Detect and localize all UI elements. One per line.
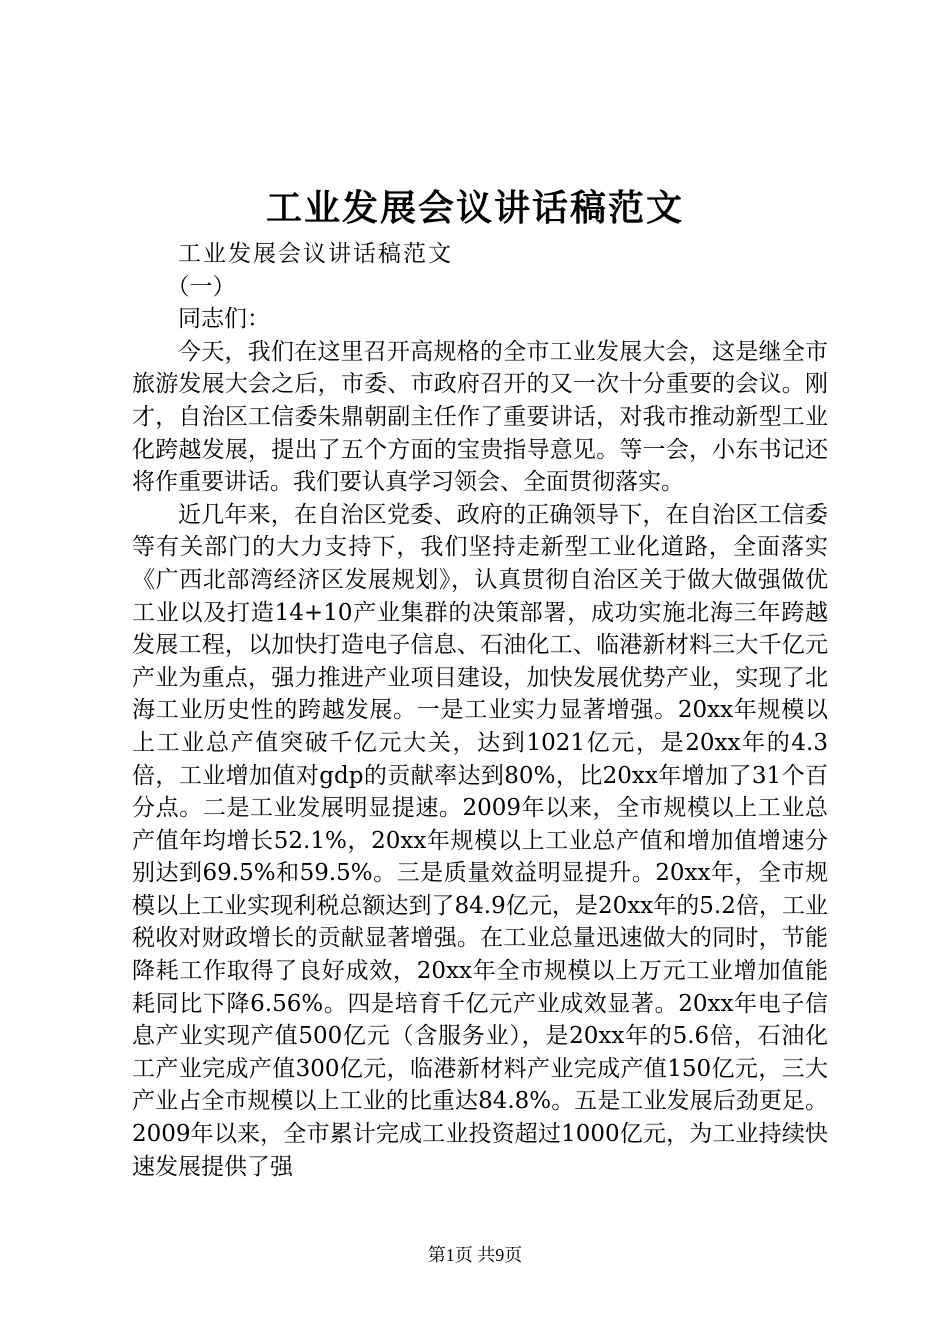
section-marker: （一） [166,273,236,300]
document-body [132,238,828,1183]
greeting: 同志们： [178,306,270,333]
paragraph-1: 今天，我们在这里召开高规格的全市工业发展大会，这是继全市旅游发展大会之后，市委、市政府召开的又一次十分重要的会议。刚才，自治区工信委朱鼎朝副主任作了重要讲话，对我市推动新型工业化跨越发展，提出了五个方面的宝贵指导意见。等一会，小东书记还将作重要讲话。我们要认真学习领会、全面贯彻落实。 [132,338,828,496]
document-title: 工业发展会议讲话稿范文 [265,187,684,229]
document-subtitle: 工业发展会议讲话稿范文 [178,241,453,267]
paragraph-2: 近几年来，在自治区党委、政府的正确领导下，在自治区工信委等有关部门的大力支持下，我们坚持走新型工业化道路，全面落实《广西北部湾经济区发展规划》，认真贯彻自治区关于做大做强做优工业以及打造14+10产业集群的决策部署，成功实施北海三年跨越发展工程，以加快打造电子信息、石油化工、临港新材料三大千亿元产业为重点，强力推进产业项目建设，加快发展优势产业，实现了北海工业历史性的跨越发展。一是工业实力显著增强。20xx年规模以上工业总产值突破千亿元大关，达到1021亿元，是20xx年的4.3倍，工业增加值对gdp的贡献率达到80%，比20xx年增加了31个百分点。二是工业发展明显提速。2009年以来，全市规模以上工业总产值年均增长52.1%，20xx年规模以上工业总产值和增加值增速分别达到69.5%和59.5%。三是质量效益明显提升。20xx年，全市规模以上工业实现利税总额达到了84.9亿元，是20xx年的5.2倍，工业税收对财政增长的贡献显著增强。在工业总量迅速做大的同时，节能降耗工作取得了良好成效，20xx年全市规模以上万元工业增加值能耗同比下降6.56%。四是培育千亿元产业成效显著。20xx年电子信息产业实现产值500亿元（含服务业），是20xx年的5.6倍，石油化工产业完成产值300亿元，临港新材料产业完成产值150亿元，三大产业占全市规模以上工业的比重达84.8%。五是工业发展后劲更足。2009年以来，全市累计完成工业投资超过1000亿元，为工业持续快速发展提供了强 [132,501,828,1180]
page-number: 第1页 共9页 [427,1245,523,1265]
